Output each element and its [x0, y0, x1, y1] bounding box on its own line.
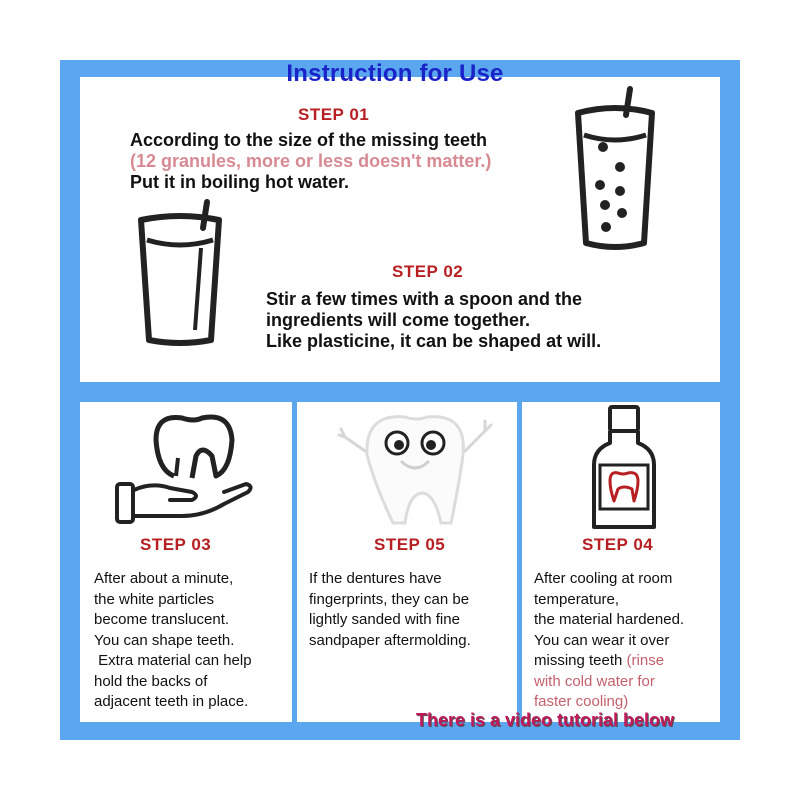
step04-line-3: the material hardened.	[534, 611, 685, 628]
step04-text	[534, 569, 684, 713]
step04-line7: faster cooling)	[534, 693, 629, 710]
step03-line-3: become translucent.	[94, 611, 230, 628]
step02-line1: Stir a few times with a spoon and the	[266, 289, 583, 309]
step03-line-5: Extra material can help	[94, 652, 252, 669]
video-tutorial-note: There is a video tutorial below	[416, 710, 675, 730]
step03-line-6: hold the backs of	[94, 672, 208, 690]
glass-with-granules-icon	[570, 85, 660, 255]
step05-line-4: sandpaper aftermolding.	[309, 631, 471, 649]
step05-label: STEP 05	[374, 535, 446, 554]
step04-line-2: temperature,	[534, 590, 620, 608]
step04-line-1: After cooling at room	[534, 570, 673, 587]
step04-label: STEP 04	[582, 535, 654, 554]
step05-text	[309, 569, 471, 651]
step01-line2: (12 granules, more or less doesn't matter.)	[130, 151, 492, 171]
step01-line1: According to the size of the missing teeth	[130, 130, 488, 150]
step02-label: STEP 02	[392, 262, 464, 281]
step03-line-1: After about a minute,	[94, 570, 234, 587]
page-title: Instruction for Use	[286, 60, 504, 87]
step03-text	[94, 569, 252, 713]
step03-line-7: adjacent teeth in place.	[94, 693, 249, 710]
step04-line-4: You can wear it over	[534, 631, 670, 649]
step01-line3: Put it in boiling hot water.	[130, 172, 349, 192]
tooth-in-hand-icon	[112, 408, 257, 528]
step03-line-4: You can shape teeth.	[94, 631, 235, 649]
step05-line-3: lightly sanded with fine	[309, 611, 460, 628]
step03-label: STEP 03	[140, 535, 212, 554]
step04-line6: with cold water for	[534, 672, 655, 690]
step05-line-2: fingerprints, they can be	[309, 590, 470, 608]
step05-line-1: If the dentures have	[309, 570, 442, 587]
step02-line3: Like plasticine, it can be shaped at will.	[266, 331, 602, 351]
step01-label: STEP 01	[298, 105, 370, 124]
mouthwash-bottle-icon	[588, 403, 660, 533]
step03-line-2: the white particles	[94, 590, 215, 608]
step02-line2: ingredients will come together.	[266, 310, 531, 330]
smiling-tooth-icon	[335, 405, 495, 525]
glass-icon	[135, 198, 225, 348]
step04-line5a: missing teeth	[534, 652, 627, 669]
step04-line5b: (rinse	[626, 652, 665, 669]
